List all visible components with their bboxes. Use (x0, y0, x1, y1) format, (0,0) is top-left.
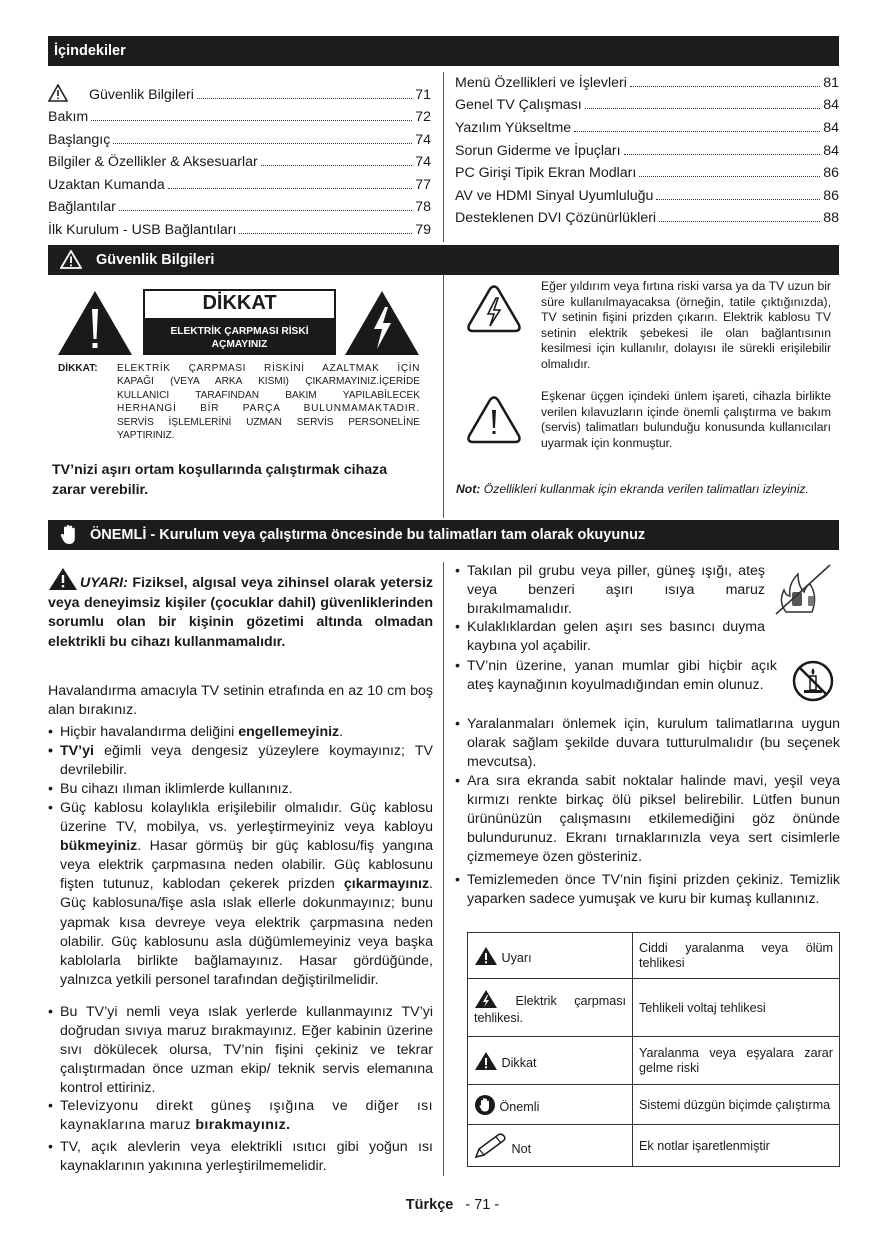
toc-item[interactable] (48, 132, 431, 148)
bullet-item: • Ara sıra ekranda sabit noktalar halinde mavi, yeşil veya kırmızı renkte birkaç ölü piksel belirebilir. Lütfen bunun ürününüzün çalışmasını etkilemediğini göz önünde bulundurunuz. Ekranı tırnaklarınızla veya sert cisimlerle çizmemeye özen gösteriniz. (455, 773, 840, 866)
caution-label: DİKKAT: (58, 363, 98, 374)
bullet-item: • Hiçbir havalandırma deliğini engellemeyiniz. (48, 724, 344, 740)
bullet-item: • Kulaklıklardan gelen aşırı ses basıncı duyma kaybına yol açabilir. (455, 619, 765, 655)
toc-item[interactable] (455, 97, 839, 113)
legend-desc-cell: Ciddi yaralanma veya ölüm tehlikesi (633, 933, 840, 979)
page-footer (0, 1197, 875, 1213)
symbol-legend-table (467, 932, 840, 1167)
note-label: Not: (456, 482, 481, 496)
legend-symbol-cell: Uyarı (468, 933, 633, 979)
toc-page: 79 (415, 222, 431, 238)
toc-title: İçindekiler (54, 43, 126, 59)
toc-label: Bağlantılar (48, 199, 116, 215)
toc-item[interactable] (455, 188, 839, 204)
dikkat-subtitle: AÇMAYINIZ (211, 339, 268, 350)
toc-label: Uzaktan Kumanda (48, 177, 165, 193)
table-row (468, 979, 840, 1037)
toc-item[interactable] (89, 87, 431, 103)
toc-page: 81 (823, 75, 839, 91)
dikkat-label-box (143, 289, 336, 355)
toc-item[interactable] (48, 109, 431, 125)
page-number: - 71 - (465, 1197, 500, 1213)
table-row (468, 1037, 840, 1085)
warning-icon (48, 84, 68, 102)
toc-page: 78 (415, 199, 431, 215)
legend-symbol-cell: Önemli (468, 1085, 633, 1125)
ventilation-text: Havalandırma amacıyla TV setinin etrafında en az 10 cm boş alan bırakınız. (48, 683, 433, 719)
toc-page: 77 (415, 177, 431, 193)
toc-label: Bilgiler & Özellikler & Aksesuarlar (48, 154, 258, 170)
toc-label: İlk Kurulum - USB Bağlantıları (48, 222, 237, 238)
toc-page: 84 (823, 120, 839, 136)
caution-triangle-icon (474, 1051, 498, 1071)
legend-desc-cell: Ek notlar işaretlenmiştir (633, 1125, 840, 1167)
legend-symbol-cell: Elektrik çarpması tehlikesi. (468, 979, 633, 1037)
safety-title: Güvenlik Bilgileri (96, 252, 215, 268)
toc-header-bar (48, 36, 839, 66)
toc-item[interactable] (455, 120, 839, 136)
exclamation-triangle-icon (56, 289, 134, 357)
toc-label: PC Girişi Tipik Ekran Modları (455, 165, 637, 181)
hand-stop-icon (60, 524, 78, 545)
toc-page: 72 (415, 109, 431, 125)
toc-label: Sorun Giderme ve İpuçları (455, 143, 621, 159)
lightning-text: Eğer yıldırım veya fırtına riski varsa ya da TV uzun bir süre kullanılmayacaksa (örneğin, tatile çıktığınızda), TV setinin fişini prizden çıkarın. Elektrik kablosu TV setinin elektrik şebekesi ile olan bağlantısının kesilmesi için kullanılır, dolayısı ile sürekli erişilebilir olmalıdır. (541, 279, 831, 371)
toc-label: Genel TV Çalışması (455, 97, 582, 113)
toc-page: 84 (823, 143, 839, 159)
legend-symbol-cell: Not (468, 1125, 633, 1167)
toc-item[interactable] (48, 177, 431, 193)
warning-icon (60, 250, 82, 269)
toc-page: 74 (415, 154, 431, 170)
table-row (468, 933, 840, 979)
bullet-item: • TV’yi eğimli veya dengesiz yüzeylere koymayınız; TV devrilebilir. (48, 743, 433, 779)
bullet-item: • Bu TV’yi nemli veya ıslak yerlerde kullanmayınız TV’yi doğrudan sıvıya maruz bırakmayınız. Eğer kabinin üzerine sıvı dökülecek olursa, TV’nin fişini çekiniz ve tekrar çalıştırmadan önce uzman ekip/ teknik servis elemanına kontrol ettiriniz. (48, 1004, 433, 1097)
bullet-item: • Güç kablosu kolaylıkla erişilebilir olmalıdır. Güç kablosu üzerine TV, mobilya, vs. yerleştirmeyiniz veya kabloyu bükmeyiniz. Hasar görmüş bir güç kablosu/fiş yangına veya elektrik çarpmasına neden olabilir. Güç kablosunu fişten tutunuz, kablodan çekerek prizden çıkarmayınız. Güç kablosuna/fişe asla ıslak ellerle dokunmayınız; bunu yapmak kısa devreye veya elektrik çarpmasına neden olabilir. Güç kablosunu asla düğümlemeyiniz veya başka kablolarla birlikte bağlamayınız. Hasar gördüğünde, yalnızca yetkili personel tarafından değiştirilmelidir. (48, 800, 433, 988)
warning-paragraph: UYARI: Fiziksel, algısal veya zihinsel olarak yetersiz veya deneyimsiz kişiler (çocuklar dahil) güvenliklerinden sorumlu olan bir kişinin gözetimi altında olmadan elektrikli bu cihazı kullanmamalıdır. (48, 575, 433, 650)
lightning-triangle-icon (343, 289, 421, 357)
bullet-item: • Bu cihazı ılıman iklimlerde kullanınız. (48, 781, 293, 797)
safety-header-bar (48, 245, 839, 275)
dikkat-subtitle: ELEKTRİK ÇARPMASI RİSKİ (170, 326, 309, 337)
toc-item[interactable] (455, 165, 839, 181)
toc-page: 84 (823, 97, 839, 113)
important-title: ÖNEMLİ - Kurulum veya çalıştırma öncesinde bu talimatları tam olarak okuyunuz (90, 527, 646, 543)
toc-label: Yazılım Yükseltme (455, 120, 572, 136)
warning-label: UYARI: (80, 575, 128, 591)
legend-desc-cell: Tehlikeli voltaj tehlikesi (633, 979, 840, 1037)
toc-item[interactable] (48, 222, 431, 238)
exclamation-icon (466, 395, 522, 445)
toc-label: Desteklenen DVI Çözünürlükleri (455, 210, 657, 226)
toc-page: 86 (823, 188, 839, 204)
no-candle-icon (792, 660, 834, 702)
lightning-icon (466, 284, 522, 334)
toc-label: Başlangıç (48, 132, 111, 148)
legend-desc-cell: Sistemi düzgün biçimde çalıştırma (633, 1085, 840, 1125)
table-row (468, 1085, 840, 1125)
toc-item[interactable] (455, 210, 839, 226)
dikkat-title: DİKKAT (202, 292, 277, 314)
toc-page: 71 (415, 87, 431, 103)
hand-stop-icon (474, 1094, 496, 1116)
toc-page: 88 (823, 210, 839, 226)
footer-language: Türkçe (405, 1197, 454, 1213)
pencil-note-icon (474, 1133, 508, 1159)
toc-label: Bakım (48, 109, 89, 125)
bullet-item: • TV, açık alevlerin veya elektrikli ısıtıcı gibi yoğun ısı kaynaklarının yakınına yerleştirilmemelidir. (48, 1139, 433, 1175)
toc-label: AV ve HDMI Sinyal Uyumluluğu (455, 188, 654, 204)
toc-item[interactable] (455, 143, 839, 159)
bullet-item: • Takılan pil grubu veya piller, güneş ışığı, ateş veya benzeri aşırı ısıya maruz bırakılmamalıdır. (455, 563, 765, 618)
table-row (468, 1125, 840, 1167)
bullet-item: • Yaralanmaları önlemek için, kurulum talimatlarına uygun olarak sağlam şekilde duvara tutturulmalıdır (bu seçenek mevcutsa). (455, 716, 840, 771)
bullet-item: • Televizyonu direkt güneş ışığına ve diğer ısı kaynaklarına maruz bırakmayınız. (48, 1098, 433, 1134)
legend-desc-cell: Yaralanma veya eşyalara zarar gelme riski (633, 1037, 840, 1085)
note-text: Not: Özellikleri kullanmak için ekranda verilen talimatları izleyiniz. (456, 482, 809, 496)
extreme-conditions-note: TV’nizi aşırı ortam koşullarında çalıştırmak cihaza zarar verebilir. (52, 462, 388, 498)
toc-label: Menü Özellikleri ve İşlevleri (455, 75, 627, 91)
bullet-item: • TV’nin üzerine, yanan mumlar gibi hiçbir açık ateş kaynağının koyulmadığından emin olunuz. (455, 658, 777, 694)
legend-symbol-cell: Dikkat (468, 1037, 633, 1085)
bullet-item: • Temizlemeden önce TV’nin fişini prizden çekiniz. Temizlik yaparken sadece yumuşak ve kuru bir kumaş kullanınız. (455, 872, 840, 908)
electric-shock-icon (474, 989, 498, 1009)
warning-triangle-icon (474, 946, 498, 966)
toc-item[interactable] (48, 154, 431, 170)
important-header-bar (48, 520, 839, 550)
exclamation-text: Eşkenar üçgen içindeki ünlem işareti, cihazla birlikte verilen kılavuzların içinde önemli çalıştırma ve bakım (servis) talimatları bulunduğu konusunda kullanıcıları uyarmak için konmuştur. (541, 389, 831, 450)
toc-item[interactable] (48, 199, 431, 215)
toc-label: Güvenlik Bilgileri (89, 87, 194, 103)
toc-page: 86 (823, 165, 839, 181)
toc-item[interactable] (455, 75, 839, 91)
no-fire-icon (772, 562, 834, 617)
toc-page: 74 (415, 132, 431, 148)
